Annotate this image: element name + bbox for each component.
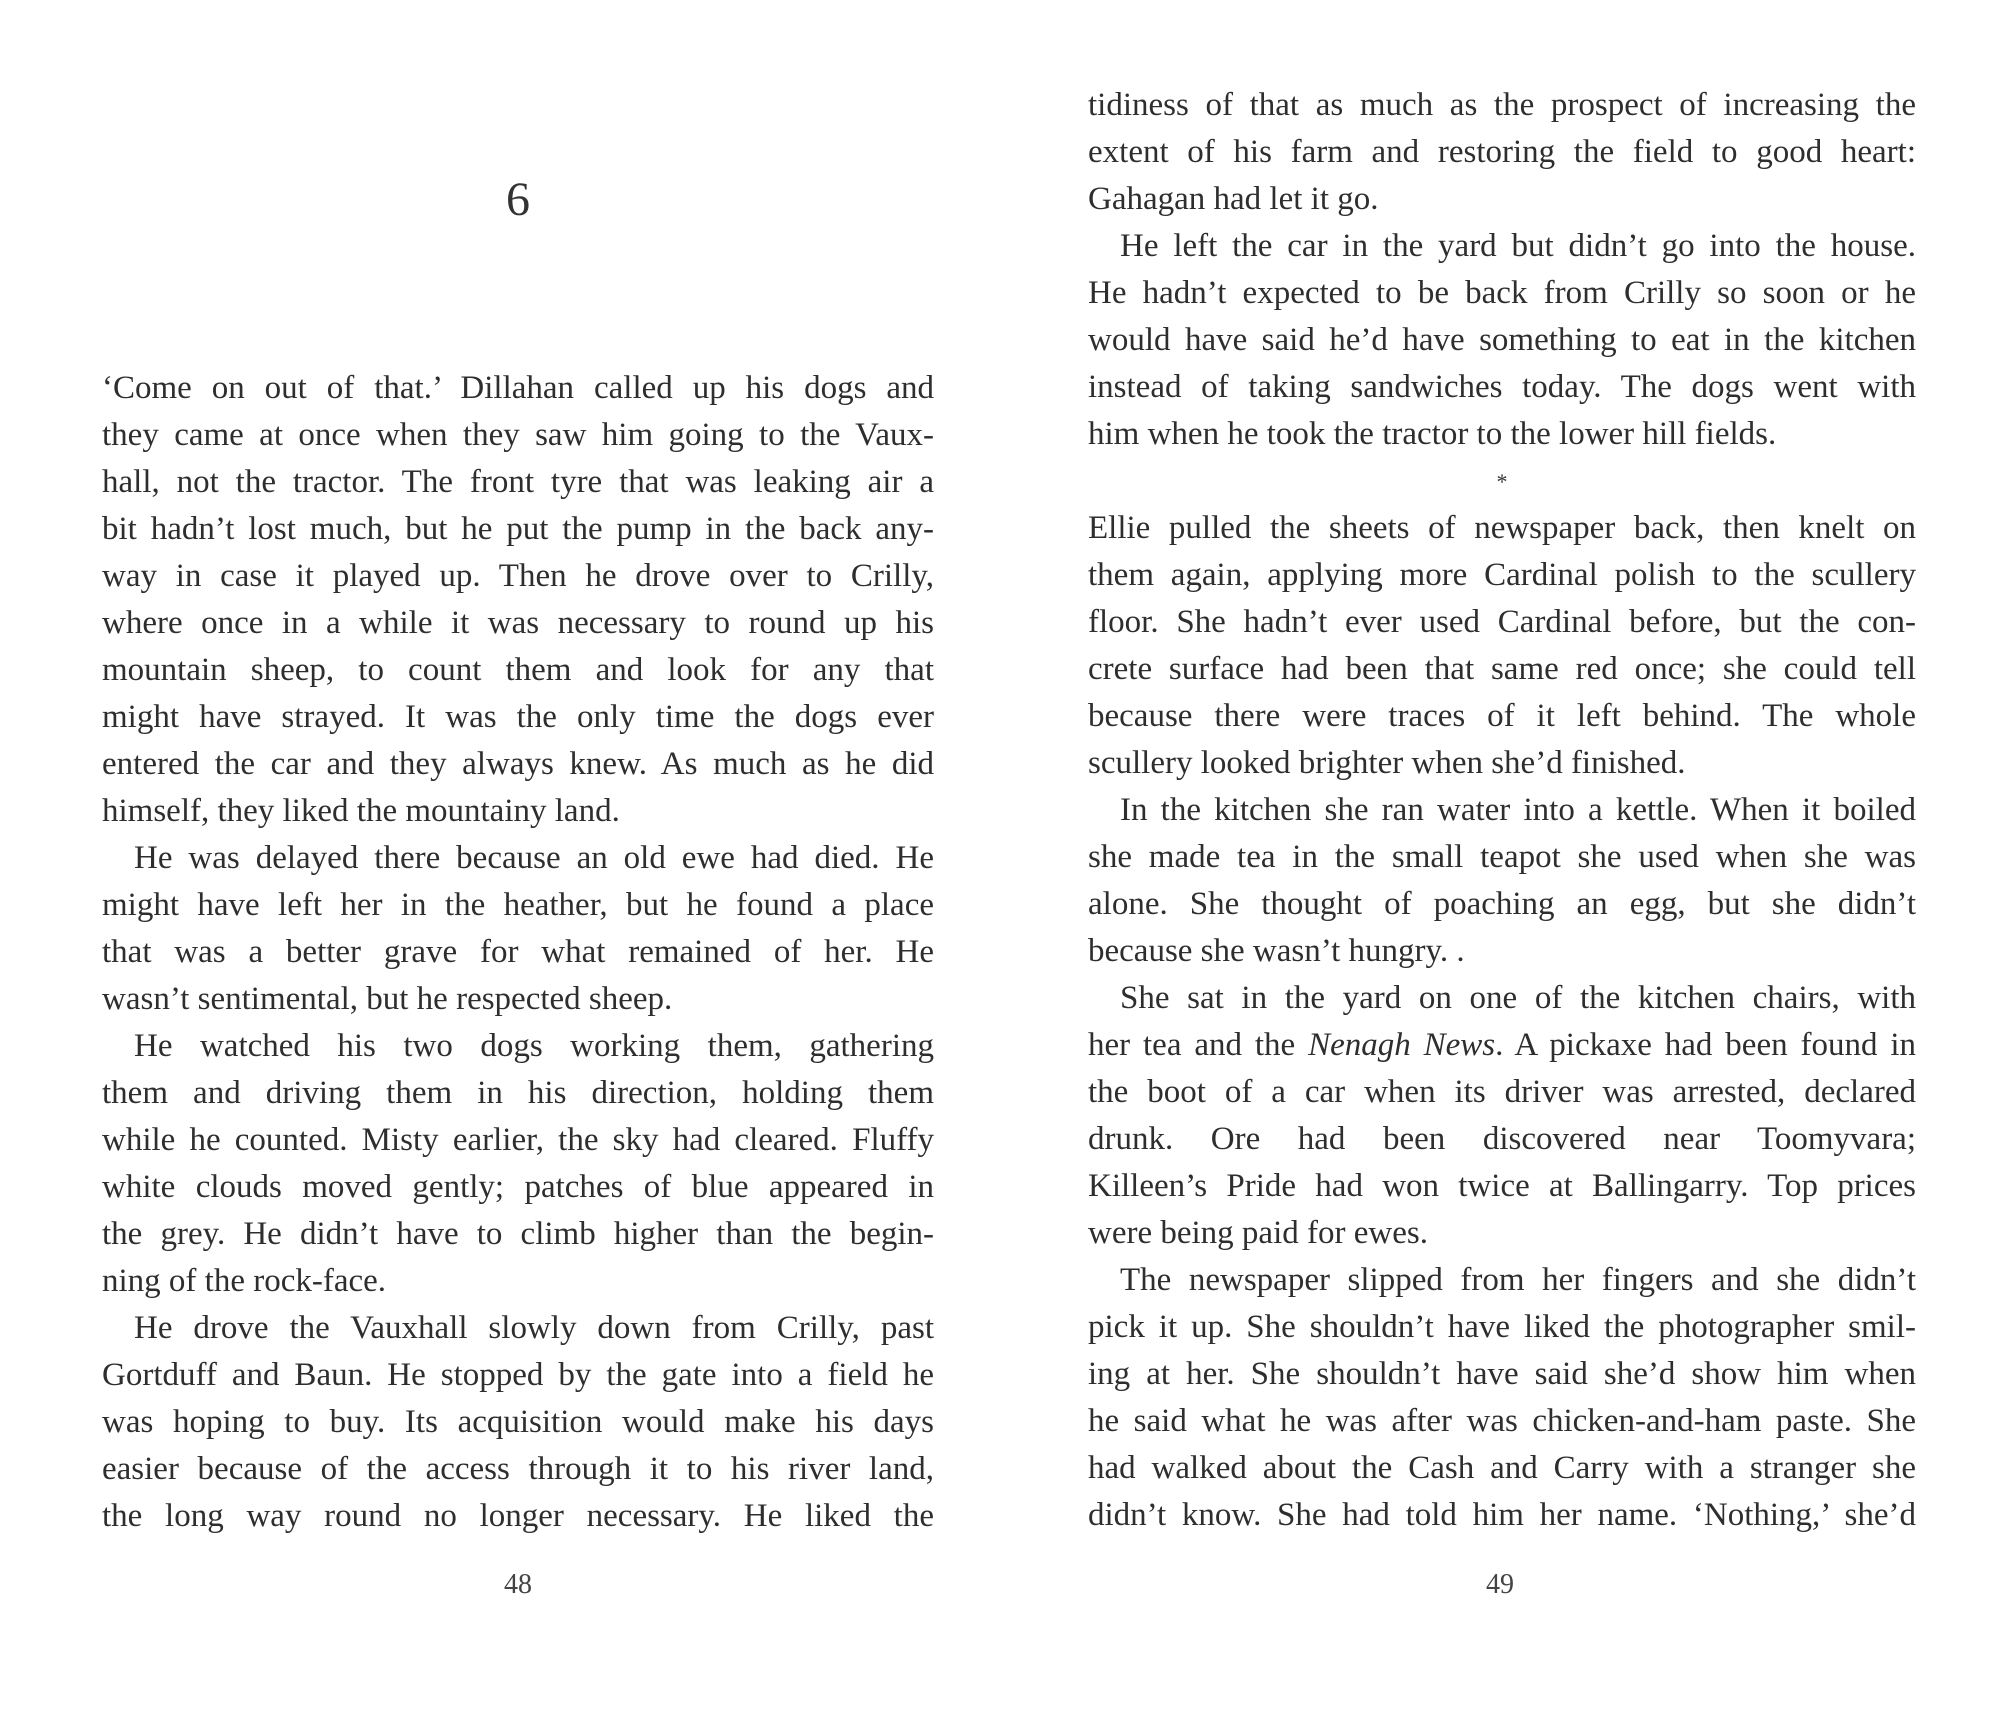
text-line: In the kitchen she ran water into a kettle. When it boiled: [1120, 792, 1916, 828]
text-line: She sat in the yard on one of the kitchen chairs, with: [1120, 980, 1916, 1016]
text-line: He watched his two dogs working them, gathering: [134, 1028, 934, 1064]
text-line: might have strayed. It was the only time the dogs ever: [102, 699, 934, 735]
text-line: wasn’t sentimental, but he respected sheep.: [102, 981, 673, 1017]
text-line: he said what he was after was chicken-and-ham paste. She: [1088, 1403, 1916, 1439]
text-line: drunk. Ore had been discovered near Toomyvara;: [1088, 1121, 1916, 1157]
text-fragment: her tea and the: [1088, 1027, 1309, 1063]
section-break-star: *: [1496, 469, 1508, 494]
text-line: instead of taking sandwiches today. The dogs went with: [1088, 369, 1916, 405]
right-page-text: [1088, 82, 1916, 1539]
text-line: scullery looked brighter when she’d finished.: [1088, 745, 1686, 781]
text-line: tidiness of that as much as the prospect of increasing the: [1088, 87, 1916, 123]
chapter-number: 6: [506, 173, 530, 226]
text-line: crete surface had been that same red once; she could tell: [1088, 651, 1916, 687]
text-line: ing at her. She shouldn’t have said she’d show him when: [1088, 1356, 1916, 1392]
text-line: He drove the Vauxhall slowly down from Crilly, past: [134, 1310, 934, 1346]
text-line: the boot of a car when its driver was arrested, declared: [1088, 1074, 1916, 1110]
text-line: the grey. He didn’t have to climb higher than the begin-: [102, 1216, 934, 1252]
text-line: didn’t know. She had told him her name. ‘Nothing,’ she’d: [1088, 1497, 1916, 1533]
text-line: had walked about the Cash and Carry with a stranger she: [1088, 1450, 1916, 1486]
text-line: because she wasn’t hungry. .: [1088, 933, 1465, 969]
text-line: entered the car and they always knew. As much as he did: [102, 746, 934, 782]
text-line: were being paid for ewes.: [1088, 1215, 1428, 1251]
text-line: would have said he’d have something to eat in the kitchen: [1088, 322, 1916, 358]
page-number: 48: [504, 1569, 532, 1600]
text-line: alone. She thought of poaching an egg, but she didn’t: [1088, 886, 1916, 922]
text-line: she made tea in the small teapot she used when she was: [1088, 839, 1916, 875]
text-line: pick it up. She shouldn’t have liked the photographer smil-: [1088, 1309, 1916, 1345]
text-line: because there were traces of it left behind. The whole: [1088, 698, 1916, 734]
text-line: Gortduff and Baun. He stopped by the gate into a field he: [102, 1357, 934, 1393]
text-line: He hadn’t expected to be back from Crilly so soon or he: [1088, 275, 1916, 311]
text-line: hall, not the tractor. The front tyre that was leaking air a: [102, 464, 934, 500]
text-line: floor. She hadn’t ever used Cardinal before, but the con-: [1088, 604, 1916, 640]
text-line: might have left her in the heather, but he found a place: [102, 887, 934, 923]
text-line: bit hadn’t lost much, but he put the pump in the back any-: [102, 511, 934, 547]
right-page: [1000, 0, 2000, 1724]
text-line: that was a better grave for what remained of her. He: [102, 934, 934, 970]
text-line: Killeen’s Pride had won twice at Ballingarry. Top prices: [1088, 1168, 1916, 1204]
text-line: ‘Come on out of that.’ Dillahan called up his dogs and: [102, 370, 934, 406]
left-page-text: [102, 365, 934, 1540]
text-line: where once in a while it was necessary to round up his: [102, 605, 934, 641]
text-line: while he counted. Misty earlier, the sky had cleared. Fluffy: [102, 1122, 934, 1158]
text-line: him when he took the tractor to the lower hill fields.: [1088, 416, 1777, 452]
text-line: ning of the rock-face.: [102, 1263, 387, 1299]
text-line: extent of his farm and restoring the field to good heart:: [1088, 134, 1916, 170]
text-line-with-newspaper-title: [1088, 1022, 1916, 1069]
text-line: was hoping to buy. Its acquisition would make his days: [102, 1404, 934, 1440]
text-line: He left the car in the yard but didn’t go into the house.: [1120, 228, 1916, 264]
text-line: mountain sheep, to count them and look for any that: [102, 652, 934, 688]
text-line: them and driving them in his direction, holding them: [102, 1075, 934, 1111]
page-number: 49: [1486, 1569, 1514, 1600]
text-fragment: . A pickaxe had been found in: [1495, 1027, 1916, 1063]
text-line: they came at once when they saw him going to the Vaux-: [102, 417, 934, 453]
text-line: himself, they liked the mountainy land.: [102, 793, 620, 829]
newspaper-title: Nenagh News: [1308, 1027, 1496, 1063]
text-line: easier because of the access through it to his river land,: [102, 1451, 934, 1487]
text-line: Gahagan had let it go.: [1088, 181, 1379, 217]
text-line: white clouds moved gently; patches of blue appeared in: [102, 1169, 934, 1205]
text-line: way in case it played up. Then he drove over to Crilly,: [102, 558, 934, 594]
text-line: Ellie pulled the sheets of newspaper back, then knelt on: [1088, 510, 1916, 546]
text-line: The newspaper slipped from her fingers and she didn’t: [1120, 1262, 1916, 1298]
text-line: the long way round no longer necessary. He liked the: [102, 1498, 934, 1534]
text-line: He was delayed there because an old ewe had died. He: [134, 840, 934, 876]
text-line: them again, applying more Cardinal polish to the scullery: [1088, 557, 1916, 593]
